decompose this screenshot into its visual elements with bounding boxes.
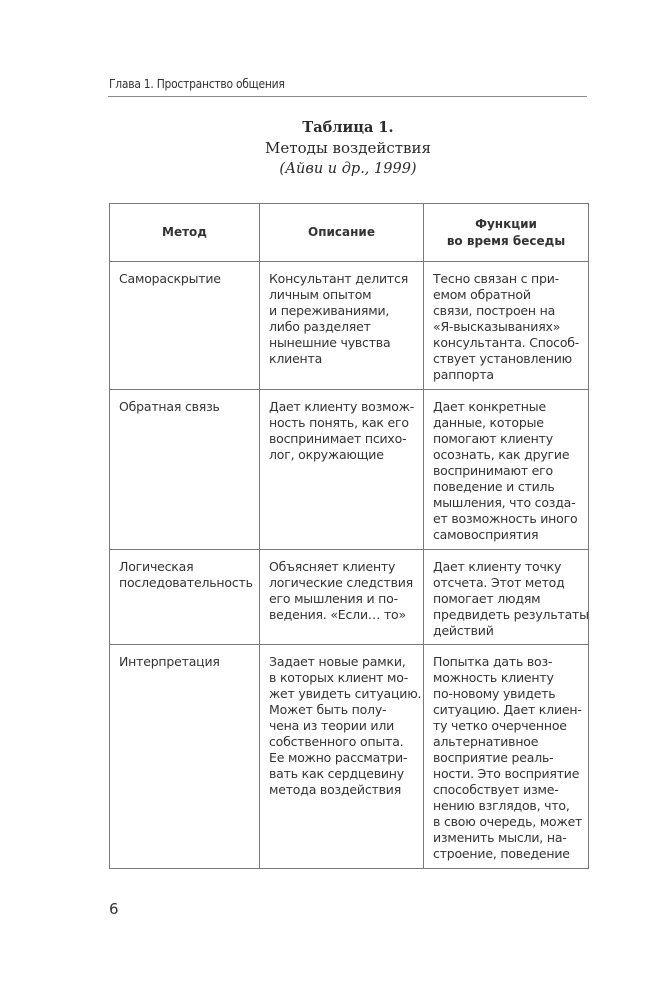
cell-text-line: последовательность xyxy=(119,575,253,590)
cell-text-line: по-новому увидеть xyxy=(433,686,556,701)
cell-text-line: Дает клиенту возмож- xyxy=(269,399,415,414)
cell-text-line: раппорта xyxy=(433,367,494,382)
cell-text-line: в которых клиент мо- xyxy=(269,670,409,685)
cell-method xyxy=(110,645,260,869)
cell-method xyxy=(110,262,260,390)
cell-text-line: чена из теории или xyxy=(269,718,395,733)
cell-text-line: воспринимает психо- xyxy=(269,431,407,446)
cell-text-line: ности. Это восприятие xyxy=(433,766,580,781)
cell-text-line: ствует установлению xyxy=(433,351,572,366)
header-rule xyxy=(108,96,587,97)
cell-text-line: связи, построен на xyxy=(433,303,556,318)
cell-text-line: помогает людям xyxy=(433,591,541,606)
cell-text-line: Задает новые рамки, xyxy=(269,654,406,669)
cell-text-line: мышления, что созда- xyxy=(433,495,576,510)
cell-text-line: ет возможность иного xyxy=(433,511,578,526)
cell-text-line: ность понять, как его xyxy=(269,415,409,430)
cell-text-line: Самораскрытие xyxy=(119,271,221,286)
header-line: во время беседы xyxy=(446,233,566,248)
cell-text-line: Может быть полу- xyxy=(269,702,387,717)
table-subtitle: Методы воздействия xyxy=(265,139,431,157)
cell-functions xyxy=(424,262,589,390)
column-header-method: Метод xyxy=(110,204,260,262)
cell-text-line: данные, которые xyxy=(433,415,544,430)
column-header-functions xyxy=(424,204,589,262)
cell-text-line: самовосприятия xyxy=(433,527,539,542)
cell-method xyxy=(110,550,260,645)
cell-text-line: Обратная связь xyxy=(119,399,220,414)
cell-text-line: помогают клиенту xyxy=(433,431,553,446)
cell-text-line: ту четко очерченное xyxy=(433,718,567,733)
cell-text-line: отсчета. Этот метод xyxy=(433,575,565,590)
cell-text-line: собственного опыта. xyxy=(269,734,404,749)
table-source: (Айви и др., 1999) xyxy=(279,161,417,177)
cell-text-line: поведение и стиль xyxy=(433,479,555,494)
cell-text-line: клиента xyxy=(269,351,323,366)
cell-text-line: нению взглядов, что, xyxy=(433,798,570,813)
table-header-row xyxy=(110,204,589,262)
header-line: Функции xyxy=(475,216,537,231)
cell-text-line: Объясняет клиенту xyxy=(269,559,396,574)
table-row xyxy=(110,262,589,390)
cell-text-line: можность клиенту xyxy=(433,670,554,685)
cell-text-line: Тесно связан с при- xyxy=(433,271,559,286)
cell-text-line: личным опытом xyxy=(269,287,372,302)
cell-text-line: «Я-высказываниях» xyxy=(433,319,561,334)
cell-text-line: либо разделяет xyxy=(269,319,371,334)
page-number: 6 xyxy=(109,900,119,918)
cell-text-line: в свою очередь, может xyxy=(433,814,583,829)
table-row xyxy=(110,550,589,645)
cell-text-line: метода воздействия xyxy=(269,782,402,797)
cell-text-line: Дает конкретные xyxy=(433,399,546,414)
cell-description xyxy=(260,645,424,869)
cell-text-line: Попытка дать воз- xyxy=(433,654,553,669)
cell-functions xyxy=(424,645,589,869)
cell-text-line: вать как сердцевину xyxy=(269,766,404,781)
cell-text-line: способствует изме- xyxy=(433,782,559,797)
table-title: Таблица 1. xyxy=(302,119,394,136)
running-head: Глава 1. Пространство общения xyxy=(109,76,285,91)
cell-text-line: нынешние чувства xyxy=(269,335,391,350)
table-row xyxy=(110,645,589,869)
cell-text-line: его мышления и по- xyxy=(269,591,398,606)
cell-text-line: и переживаниями, xyxy=(269,303,390,318)
cell-text-line: емом обратной xyxy=(433,287,531,302)
cell-text-line: ситуацию. Дает клиен- xyxy=(433,702,582,717)
table-caption xyxy=(108,118,588,179)
methods-table xyxy=(109,203,589,869)
cell-text-line: Логическая xyxy=(119,559,194,574)
cell-functions xyxy=(424,550,589,645)
cell-text-line: предвидеть результаты xyxy=(433,607,589,622)
cell-text-line: восприятие реаль- xyxy=(433,750,554,765)
cell-text-line: Ее можно рассматри- xyxy=(269,750,408,765)
cell-text-line: альтернативное xyxy=(433,734,539,749)
cell-text-line: осознать, как другие xyxy=(433,447,570,462)
cell-description xyxy=(260,390,424,550)
cell-description xyxy=(260,550,424,645)
cell-text-line: Дает клиенту точку xyxy=(433,559,562,574)
cell-text-line: воспринимают его xyxy=(433,463,553,478)
cell-text-line: лог, окружающие xyxy=(269,447,384,462)
cell-text-line: изменить мысли, на- xyxy=(433,830,567,845)
table-row xyxy=(110,390,589,550)
cell-method xyxy=(110,390,260,550)
cell-text-line: логические следствия xyxy=(269,575,413,590)
cell-text-line: строение, поведение xyxy=(433,846,570,861)
cell-text-line: Интерпретация xyxy=(119,654,220,669)
cell-functions xyxy=(424,390,589,550)
cell-text-line: ведения. «Если… то» xyxy=(269,607,406,622)
cell-description xyxy=(260,262,424,390)
cell-text-line: консультанта. Способ- xyxy=(433,335,580,350)
cell-text-line: жет увидеть ситуацию. xyxy=(269,686,422,701)
cell-text-line: действий xyxy=(433,623,494,638)
column-header-description: Описание xyxy=(260,204,424,262)
cell-text-line: Консультант делится xyxy=(269,271,409,286)
